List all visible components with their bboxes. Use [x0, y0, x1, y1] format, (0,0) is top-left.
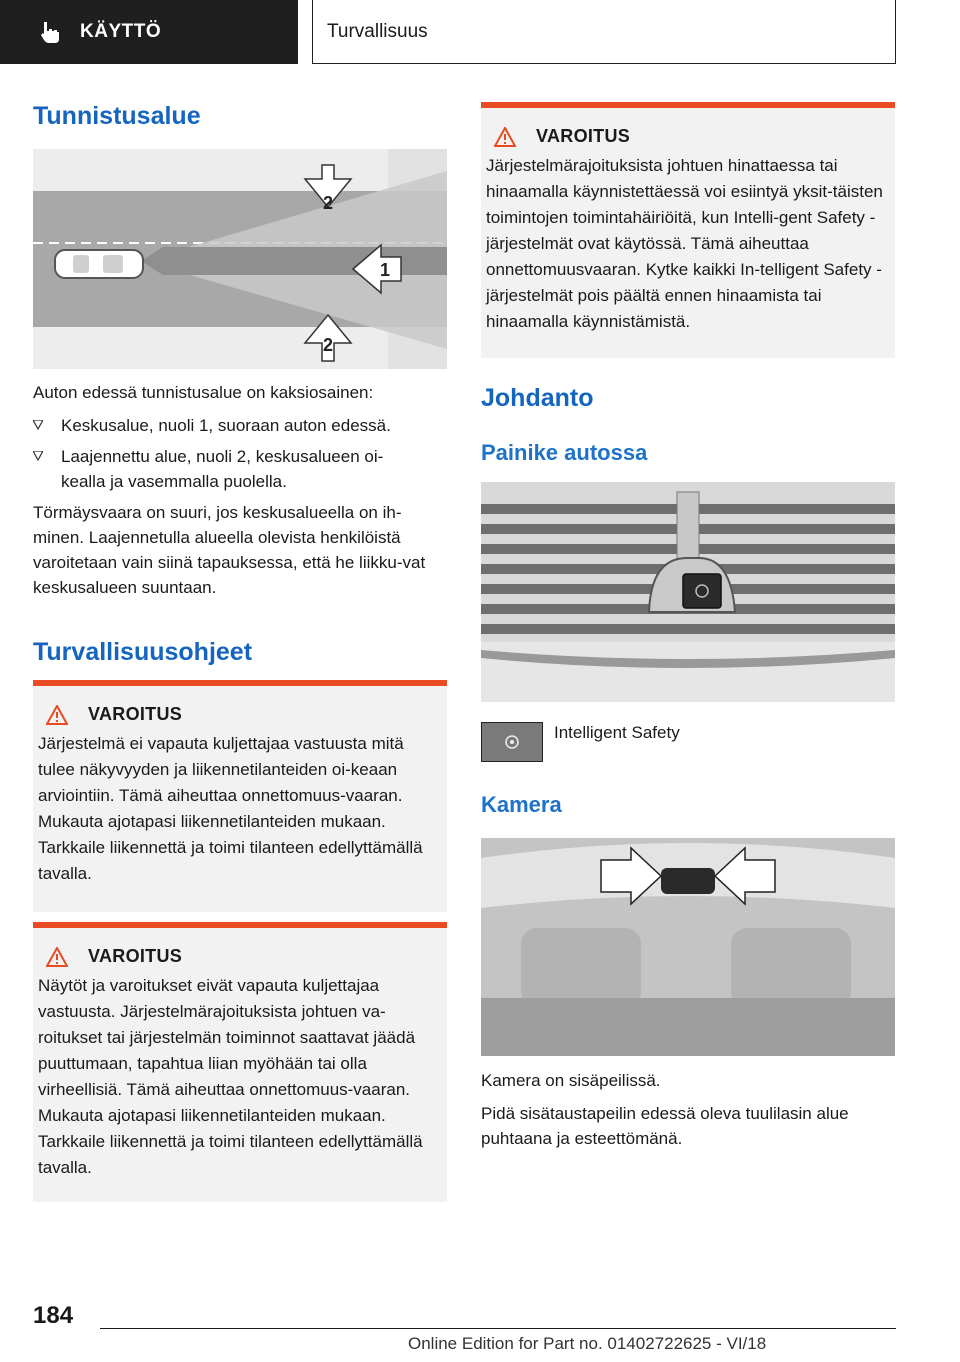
topic-header	[312, 0, 896, 64]
detection-bullets	[33, 413, 447, 494]
camera-figure	[481, 838, 895, 1056]
section-title-safety: Turvallisuusohjeet	[33, 638, 253, 666]
warning-title: VAROITUS	[88, 946, 183, 966]
detection-intro: Auton edessä tunnistusalue on kaksiosainen:	[33, 383, 374, 402]
detection-text-block	[33, 380, 447, 600]
warning-title: VAROITUS	[88, 704, 183, 724]
bullet-item: Laajennettu alue, nuoli 2, keskusalueen oi- kealla ja vasemmalla puolella.	[33, 444, 447, 494]
button-in-car-figure	[481, 482, 895, 702]
button-subheading-block	[481, 440, 895, 466]
arrow-label-2b: 2	[322, 335, 334, 355]
triangle-bullet-icon	[33, 451, 43, 461]
camera-text-block	[481, 1068, 895, 1151]
arrow-label-2a: 2	[322, 193, 334, 213]
warning-triangle-icon	[46, 947, 68, 967]
intro-heading-block	[481, 384, 895, 413]
left-column	[33, 102, 447, 131]
intelligent-safety-button[interactable]	[481, 722, 543, 762]
arrow-label-1: 1	[379, 260, 391, 280]
warning-text: Näytöt ja varoitukset eivät vapauta kuljettajaa vastuusta. Järjestelmärajoituksista johtuen va-roitukset tai järjestelmän toiminnot saattavat jäädä puuttumaan, tapahtua liian myöhään tai olla virheellisiä. Tämä aiheuttaa onnettomuus-vaaran. Mukauta ajotapasi liikennetilanteiden mukaan. Tarkkaile liikennettä ja toimi tilanteen edellyttämällä tavalla.	[38, 976, 423, 1177]
page-number: 184	[33, 1302, 74, 1329]
button-caption: Intelligent Safety	[554, 723, 680, 742]
detection-diagram	[33, 149, 447, 369]
footer-divider	[100, 1328, 896, 1329]
button-caption-row	[481, 718, 895, 764]
warning-box-2	[33, 922, 447, 1202]
warning-text: Järjestelmä ei vapauta kuljettajaa vastuusta mitä tulee näkyvyyden ja liikennetilanteiden oi-keaan arviointiin. Tämä aiheuttaa onnettomuus-vaaran. Mukauta ajotapasi liikennetilanteiden mukaan. Tarkkaile liikennettä ja toimi tilanteen edellyttämällä tavalla.	[38, 734, 423, 883]
car-icon	[55, 250, 143, 278]
warning-text: Järjestelmärajoituksista johtuen hinattaessa tai hinaamalla käynnistettäessä voi esiintyä yksit-täisten toimintojen toimintahäiriöitä, kun Intelli-gent Safety -järjestelmät ovat käytössä. Tämä aiheuttaa onnettomuusvaaran. Kytke kaikki In-telligent Safety -järjestelmät pois päältä ennen hinaamista tai hinaamalla käynnistämistä.	[486, 156, 883, 331]
footer-edition: Online Edition for Part no. 01402722625 - VI/18	[408, 1334, 767, 1353]
warning-box-3	[481, 102, 895, 358]
section-title-detection: Tunnistusalue	[33, 102, 201, 130]
bullet-item: Keskusalue, nuoli 1, suoraan auton edessä.	[33, 413, 447, 438]
safety-heading-block	[33, 638, 447, 667]
triangle-bullet-icon	[33, 420, 43, 430]
collision-risk-text: Törmäysvaara on suuri, jos keskusalueella on ih-minen. Laajennetulla alueella olevista henkilöistä varoitetaan vain siinä tapauksessa, että he liikku-vat keskusalueen suuntaan.	[33, 503, 426, 597]
warning-triangle-icon	[46, 705, 68, 725]
camera-clean-text: Pidä sisätaustapeilin edessä oleva tuulilasin alue puhtaana ja esteettömänä.	[481, 1104, 849, 1148]
subsection-title-camera: Kamera	[481, 792, 562, 817]
chapter-label: KÄYTTÖ	[80, 21, 162, 42]
camera-subheading-block	[481, 792, 895, 818]
safety-shield-icon	[504, 734, 520, 750]
topic-label: Turvallisuus	[327, 20, 428, 42]
warning-triangle-icon	[494, 127, 516, 147]
section-title-intro: Johdanto	[481, 384, 594, 412]
chapter-tab[interactable]	[0, 0, 298, 64]
warning-box-1	[33, 680, 447, 912]
warning-title: VAROITUS	[536, 126, 631, 146]
subsection-title-button: Painike autossa	[481, 440, 648, 465]
hand-pointer-icon	[38, 19, 64, 45]
detection-area-figure	[33, 149, 447, 369]
camera-location-text: Kamera on sisäpeilissä.	[481, 1071, 661, 1090]
